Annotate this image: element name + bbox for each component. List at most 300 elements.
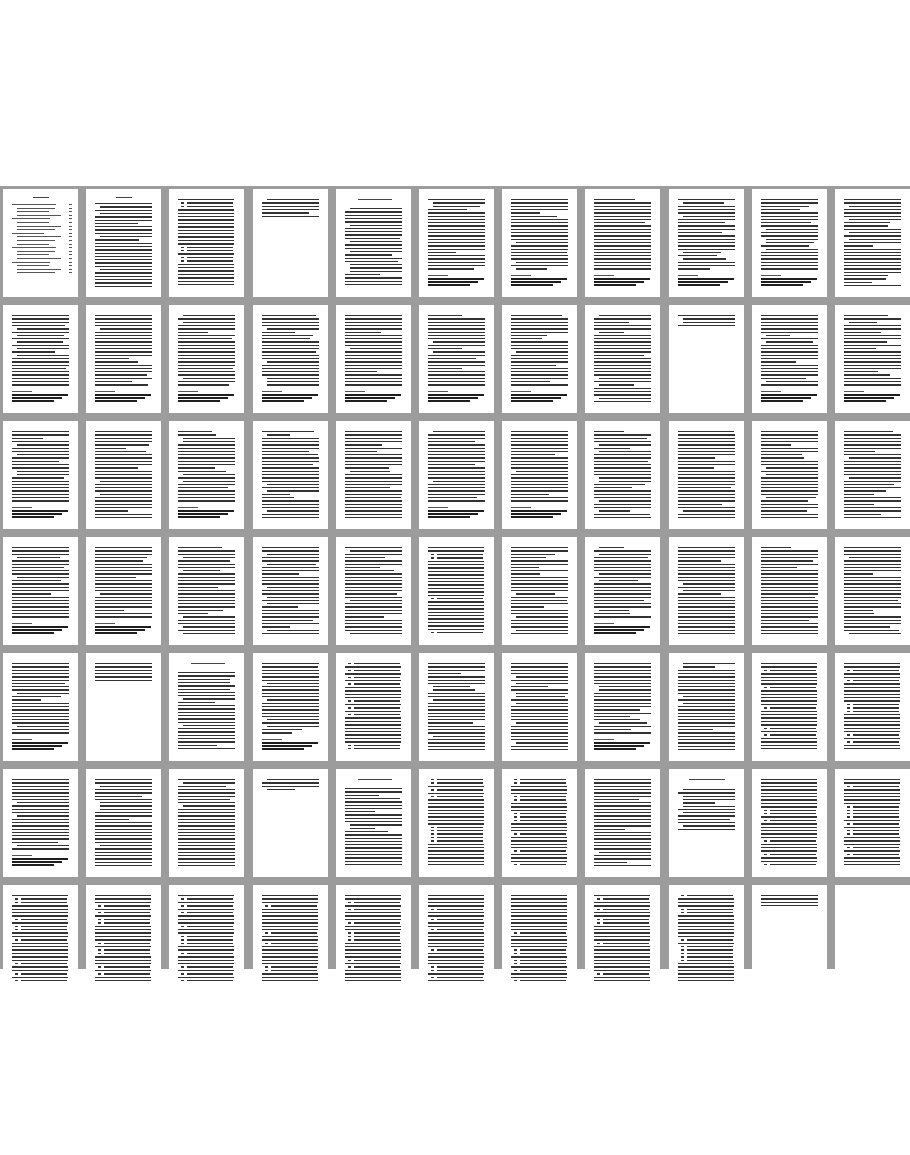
text-line [262,374,319,375]
text-line [95,210,152,211]
text-line [95,812,152,813]
text-line [428,219,485,220]
text-line [345,467,389,468]
page-thumbnail[interactable] [585,769,660,877]
text-line [178,507,198,508]
text-line [69,265,72,266]
text-line [594,239,651,240]
text-line [345,580,402,581]
text-line [511,365,556,366]
text-line [428,225,485,226]
text-line [178,738,235,739]
text-line [12,732,69,733]
text-line [95,789,152,790]
page-thumbnail[interactable] [835,885,910,993]
page-thumbnail[interactable] [502,305,577,413]
text-line [761,724,817,725]
text-line [428,726,485,727]
text-line [511,394,567,396]
text-line [345,613,402,614]
text-line [345,434,402,435]
text-line [345,557,385,558]
text-line [678,278,734,280]
text-line [350,251,402,252]
text-line [511,956,567,957]
page-thumbnail[interactable] [752,189,827,297]
text-line [345,368,402,369]
text-line [262,464,313,465]
text-line [514,980,517,981]
text-line [594,693,651,694]
text-line [520,980,566,981]
text-line [12,792,69,793]
text-line [262,570,319,571]
text-line [594,265,651,266]
text-line [21,963,67,964]
text-line [594,963,650,964]
text-line [12,554,69,555]
page-thumbnail[interactable] [336,769,411,877]
page-thumbnail[interactable] [669,537,744,645]
page-thumbnail[interactable] [3,769,78,877]
page-thumbnail[interactable] [835,537,910,645]
text-line [267,510,319,511]
text-line [766,242,814,243]
text-line [683,663,735,664]
text-line [761,560,813,561]
text-line [847,711,850,712]
text-line [345,949,401,950]
page-thumbnail[interactable] [169,885,244,993]
text-line [345,487,390,488]
page-thumbnail[interactable] [419,885,494,993]
text-line [511,391,531,392]
page-thumbnail[interactable] [169,769,244,877]
page-thumbnail[interactable] [253,305,328,413]
text-line [520,816,566,817]
text-line [12,378,69,379]
page-thumbnail[interactable] [86,189,161,297]
text-line [844,728,900,729]
page-thumbnail[interactable] [336,305,411,413]
text-line [594,431,624,432]
text-line [95,573,152,574]
text-line [681,909,684,910]
page-thumbnail[interactable] [752,885,827,993]
page-thumbnail[interactable] [169,421,244,529]
text-line [95,276,152,277]
text-line [348,714,351,715]
text-line [761,626,818,627]
text-line [95,832,152,833]
text-line [262,716,319,717]
page-thumbnail[interactable] [669,189,744,297]
text-line [428,926,484,927]
text-line [678,706,735,707]
page-thumbnail[interactable] [86,769,161,877]
text-line [17,802,69,803]
text-line [678,474,735,475]
text-line [95,842,152,843]
text-line [345,448,402,449]
text-line [262,212,309,213]
text-line [178,848,235,849]
text-line [345,244,402,245]
text-line [594,202,651,203]
text-line [761,265,818,266]
text-line [594,284,636,286]
text-line [33,197,49,198]
text-line [95,335,152,336]
page-thumbnail[interactable] [669,769,744,877]
text-line [95,378,152,379]
text-line [511,719,568,720]
text-line [844,721,900,722]
page-thumbnail[interactable] [752,537,827,645]
text-line [761,351,818,352]
text-line [262,729,302,730]
text-line [599,554,651,555]
text-line [12,696,61,697]
text-line [12,855,32,856]
text-line [511,626,568,627]
text-line [511,823,567,824]
text-line [428,235,485,236]
text-line [345,717,401,718]
page-thumbnail[interactable] [669,653,744,761]
text-line [766,335,790,336]
text-line [844,837,900,838]
page-thumbnail[interactable] [3,537,78,645]
text-line [12,573,69,574]
text-line [428,581,484,582]
text-line [678,206,735,207]
page-thumbnail[interactable] [3,653,78,761]
page-thumbnail[interactable] [3,421,78,529]
page-thumbnail[interactable] [253,653,328,761]
page-thumbnail[interactable] [835,189,910,297]
text-line [431,632,434,633]
text-line [511,358,568,359]
text-line [69,258,72,259]
text-line [683,696,735,697]
text-line [95,676,152,677]
text-line [95,960,151,961]
text-line [766,381,818,382]
text-line [433,202,485,203]
text-line [844,202,901,203]
text-line [511,448,568,449]
text-line [262,583,319,584]
page-thumbnail[interactable] [502,421,577,529]
text-line [345,335,402,336]
text-line [178,915,234,916]
text-line [262,912,318,913]
text-line [178,623,235,624]
text-line [678,902,734,903]
text-line [428,857,484,858]
text-line [345,231,402,232]
text-line [69,236,72,237]
text-line [594,629,644,631]
page-thumbnail[interactable] [669,305,744,413]
text-line [511,281,561,283]
text-line [12,597,69,598]
text-line [594,855,651,856]
page-thumbnail[interactable] [253,537,328,645]
text-line [12,799,69,800]
text-line [95,848,152,849]
text-line [181,939,184,940]
page-thumbnail[interactable] [835,653,910,761]
text-line [844,318,901,319]
text-line [761,441,818,442]
text-line [594,799,639,800]
page-thumbnail[interactable] [86,421,161,529]
page-thumbnail[interactable] [336,537,411,645]
text-line [345,322,402,323]
text-line [262,742,318,744]
text-line [262,547,319,548]
text-line [428,946,484,947]
text-line [178,223,234,224]
text-line [428,693,485,694]
text-line [181,898,184,899]
text-line [520,932,566,933]
text-line [511,554,555,555]
text-line [100,213,152,214]
page-thumbnail[interactable] [253,769,328,877]
text-line [178,243,234,244]
text-line [681,956,684,957]
text-line [428,683,485,684]
page-thumbnail[interactable] [835,769,910,877]
text-line [12,391,32,392]
text-line [428,861,484,862]
text-line [12,632,54,634]
text-line [345,814,402,815]
text-line [178,550,235,551]
text-line [844,547,901,548]
text-line [511,438,568,439]
text-line [178,451,235,452]
text-line [345,341,402,342]
text-line [428,381,485,382]
page-thumbnail[interactable] [752,653,827,761]
page-thumbnail[interactable] [502,885,577,993]
page-thumbnail[interactable] [419,189,494,297]
text-line [95,835,152,836]
text-line [594,953,650,954]
text-line [594,461,648,462]
text-line [178,932,234,933]
page-thumbnail[interactable] [835,305,910,413]
page-thumbnail[interactable] [169,537,244,645]
page-thumbnail[interactable] [502,653,577,761]
text-line [514,813,517,814]
text-line [678,573,735,574]
page-thumbnail[interactable] [502,537,577,645]
text-line [95,474,152,475]
text-line [761,593,818,594]
text-line [761,374,818,375]
text-line [428,722,473,723]
page-thumbnail[interactable] [419,537,494,645]
text-line [678,689,735,690]
text-line [437,949,483,950]
text-line [100,481,152,482]
text-line [95,838,152,839]
text-line [178,735,235,736]
text-line [761,332,818,333]
text-line [594,805,651,806]
text-line [178,371,235,372]
page-thumbnail[interactable] [502,769,577,877]
text-line [262,919,318,920]
page-thumbnail[interactable] [585,885,660,993]
page-thumbnail[interactable] [253,421,328,529]
text-line [12,956,68,957]
text-line [178,355,235,356]
page-thumbnail[interactable] [86,653,161,761]
text-line [761,471,818,472]
text-line [95,564,152,565]
page-thumbnail[interactable] [585,305,660,413]
page-thumbnail[interactable] [752,769,827,877]
text-line [345,626,402,627]
text-line [594,358,651,359]
page-thumbnail[interactable] [169,189,244,297]
page-thumbnail[interactable] [419,421,494,529]
text-line [678,484,735,485]
text-line [178,796,235,797]
page-thumbnail[interactable] [669,421,744,529]
text-line [95,915,151,916]
text-line [95,391,115,392]
page-thumbnail[interactable] [835,421,910,529]
text-line [262,680,319,681]
text-line [69,262,72,263]
text-line [599,580,638,581]
text-line [187,980,233,981]
text-line [514,816,517,817]
text-line [95,461,152,462]
page-thumbnail[interactable] [3,885,78,993]
page-thumbnail[interactable] [669,885,744,993]
text-line [95,507,152,508]
text-line [348,966,351,967]
text-line [354,748,400,749]
page-thumbnail[interactable] [169,305,244,413]
text-line [428,441,475,442]
text-line [511,830,567,831]
text-line [267,434,290,435]
page-thumbnail[interactable] [86,885,161,993]
page-thumbnail[interactable] [585,537,660,645]
text-line [678,229,735,230]
text-line [428,325,485,326]
page-thumbnail[interactable] [336,189,411,297]
page-thumbnail[interactable] [585,189,660,297]
text-line [262,922,318,923]
text-line [17,269,61,270]
page-thumbnail[interactable] [585,421,660,529]
text-line [511,786,567,787]
text-line [12,358,69,359]
text-line [69,244,72,245]
page-thumbnail[interactable] [169,653,244,761]
page-thumbnail[interactable] [253,189,328,297]
text-line [178,812,235,813]
text-line [178,712,235,713]
text-line [183,438,235,439]
text-line [594,490,651,491]
text-line [678,792,735,793]
text-line [12,832,69,833]
text-line [437,554,483,555]
page-thumbnail[interactable] [86,305,161,413]
text-line [12,943,68,944]
page-thumbnail[interactable] [253,885,328,993]
page-thumbnail[interactable] [502,189,577,297]
page-thumbnail[interactable] [336,421,411,529]
text-line [95,253,152,254]
page-thumbnail[interactable] [752,421,827,529]
text-line [764,670,767,671]
text-line [345,345,402,346]
text-line [678,242,735,243]
text-line [844,338,901,339]
text-line [428,813,484,814]
text-line [511,239,568,240]
page-thumbnail[interactable] [585,653,660,761]
text-line [262,580,319,581]
page-thumbnail[interactable] [419,305,494,413]
page-thumbnail[interactable] [419,653,494,761]
page-thumbnail-grid [0,186,910,969]
text-line [770,810,816,811]
page-thumbnail[interactable] [336,653,411,761]
text-line [178,590,235,591]
text-line [764,728,767,729]
page-thumbnail[interactable] [752,305,827,413]
text-line [95,606,152,607]
text-line [262,457,319,458]
text-line [594,726,651,727]
page-thumbnail[interactable] [3,305,78,413]
text-line [844,827,900,828]
text-line [594,713,651,714]
page-thumbnail[interactable] [86,537,161,645]
text-line [428,258,485,259]
text-line [428,464,475,465]
text-line [17,474,69,475]
text-line [15,939,18,940]
page-thumbnail[interactable] [3,189,78,297]
text-line [95,932,151,933]
text-line [511,709,568,710]
text-line [603,909,649,910]
text-line [428,500,485,501]
text-line [181,936,184,937]
text-line [345,504,402,505]
text-line [178,365,235,366]
text-line [345,801,402,802]
text-line [594,835,651,836]
text-line [178,620,235,621]
page-thumbnail[interactable] [419,769,494,877]
page-thumbnail[interactable] [336,885,411,993]
